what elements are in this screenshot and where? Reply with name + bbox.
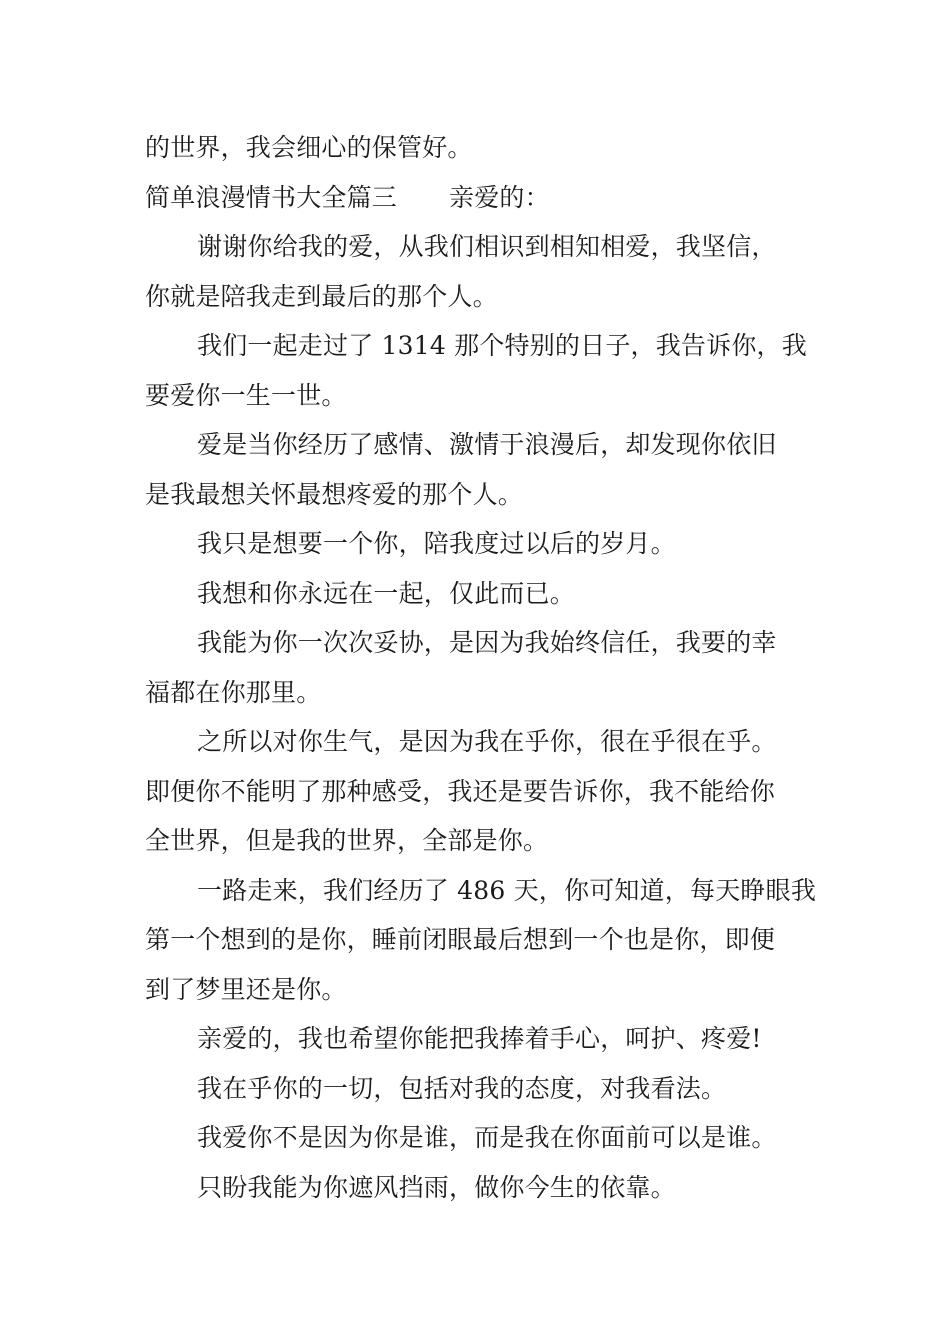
text-line: 是我最想关怀最想疼爱的那个人。: [145, 479, 524, 509]
text-line: 要爱你一生一世。: [145, 380, 347, 410]
text-line: 我能为你一次次妥协，是因为我始终信任，我要的幸: [197, 628, 777, 657]
text-line: 第一个想到的是你，睡前闭眼最后想到一个也是你，即便: [145, 925, 776, 954]
text-line: 我想和你永远在一起，仅此而已。: [197, 578, 576, 608]
text-line: 爱是当你经历了感情、激情于浪漫后，却发现你依旧: [197, 430, 777, 459]
text-line: 亲爱的，我也希望你能把我捧着手心，呵护、疼爱!: [197, 1024, 762, 1053]
text-line: 福都在你那里。: [145, 677, 322, 707]
text-line: 我爱你不是因为你是谁，而是我在你面前可以是谁。: [197, 1123, 777, 1152]
text-line: 一路走来，我们经历了 486 天，你可知道，每天睁眼我: [197, 875, 817, 905]
text-line: 之所以对你生气，是因为我在乎你，很在乎很在乎。: [197, 727, 777, 756]
letter-body: [145, 123, 817, 1212]
text-line: 的世界，我会细心的保管好。: [145, 133, 473, 162]
text-line: 我只是想要一个你，陪我度过以后的岁月。: [197, 529, 676, 558]
text-line: 只盼我能为你遮风挡雨，做你今生的依靠。: [197, 1172, 676, 1202]
salutation: 亲爱的：: [449, 182, 550, 212]
section-heading-line: [145, 173, 810, 223]
text-line: 全世界，但是我的世界，全部是你。: [145, 826, 549, 855]
text-line: 我在乎你的一切，包括对我的态度，对我看法。: [197, 1073, 727, 1103]
text-line: 到了梦里还是你。: [145, 974, 347, 1004]
text-line: 你就是陪我走到最后的那个人。: [145, 281, 498, 311]
text-line: 我们一起走过了 1314 那个特别的日子，我告诉你，我: [197, 331, 807, 360]
text-line: 谢谢你给我的爱，从我们相识到相知相爱，我坚信，: [197, 232, 777, 261]
section-title: 简单浪漫情书大全篇三: [145, 182, 398, 212]
text-line: 即便你不能明了那种感受，我还是要告诉你，我不能给你: [145, 776, 776, 806]
